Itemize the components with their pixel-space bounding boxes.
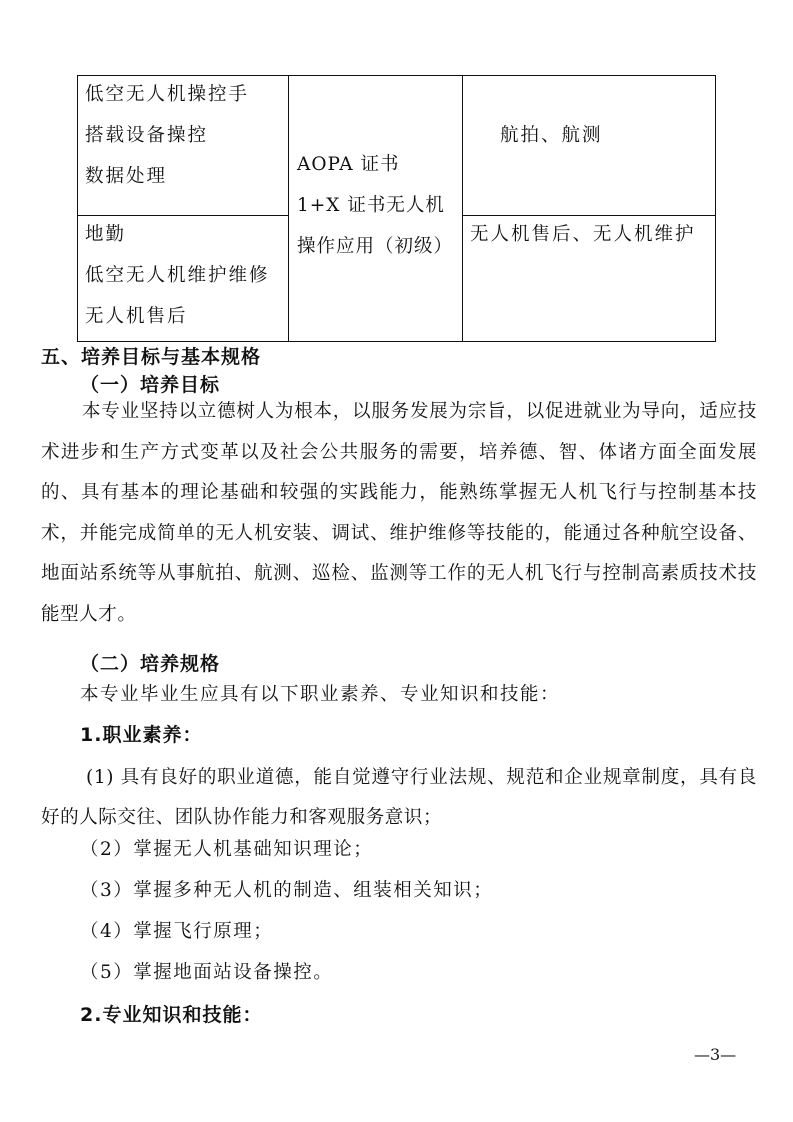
item-title: 2.专业知识和技能： xyxy=(80,1004,263,1026)
list-item: （4）掌握飞行原理； xyxy=(80,921,274,942)
table-cell-text: 无人机售后、无人机维护 xyxy=(470,224,696,245)
list-item: (1) 具有良好的职业道德，能自觉遵守行业法规、规范和企业规章制度，具有良好的人际交往、团队协作能力和客观服务意识； xyxy=(41,767,757,828)
subsection-title: （二）培养规格 xyxy=(80,653,221,675)
page-number: —3— xyxy=(694,1045,737,1064)
table-cell-text: 搭载设备操控 xyxy=(85,125,209,146)
paragraph-intro: 本专业毕业生应具有以下职业素养、专业知识和技能： xyxy=(80,684,561,705)
table-cell-text: 无人机售后 xyxy=(85,306,188,327)
table-cell-text: 航拍、航测 xyxy=(500,125,603,146)
table-cell-text: 地勤 xyxy=(85,224,127,245)
subsection-title: （一）培养目标 xyxy=(80,374,221,396)
list-item: （3）掌握多种无人机的制造、组装相关知识； xyxy=(80,880,494,901)
table-cell-text: 数据处理 xyxy=(85,166,168,187)
section-title: 五、培养目标与基本规格 xyxy=(41,346,262,368)
item-title: 1.职业素养： xyxy=(80,724,203,746)
table-cell-text: 低空无人机操控手 xyxy=(85,84,250,105)
table-cell-text: AOPA 证书 xyxy=(297,154,400,175)
table-cell-text: 1+X 证书无人机 xyxy=(297,195,445,216)
list-item: （2）掌握无人机基础知识理论； xyxy=(80,839,374,860)
table-cell-text: 低空无人机维护维修 xyxy=(85,265,270,286)
table-cell-text: 操作应用（初级） xyxy=(297,236,454,257)
paragraph-training-goal: 本专业坚持以立德树人为根本，以服务发展为宗旨，以促进就业为导向，适应技术进步和生产方式变革以及社会公共服务的需要，培养德、智、体诸方面全面发展的、具有基本的理论基础和较强的实践能力，能熟练掌握无人机飞行与控制基本技术，并能完成简单的无人机安装、调试、维护维修等技能的，能通过各种航空设备、地面站系统等从事航拍、航测、巡检、监测等工作的无人机飞行与控制高素质技术技能型人才。 xyxy=(41,401,757,625)
list-item: （5）掌握地面站设备操控。 xyxy=(80,962,334,983)
